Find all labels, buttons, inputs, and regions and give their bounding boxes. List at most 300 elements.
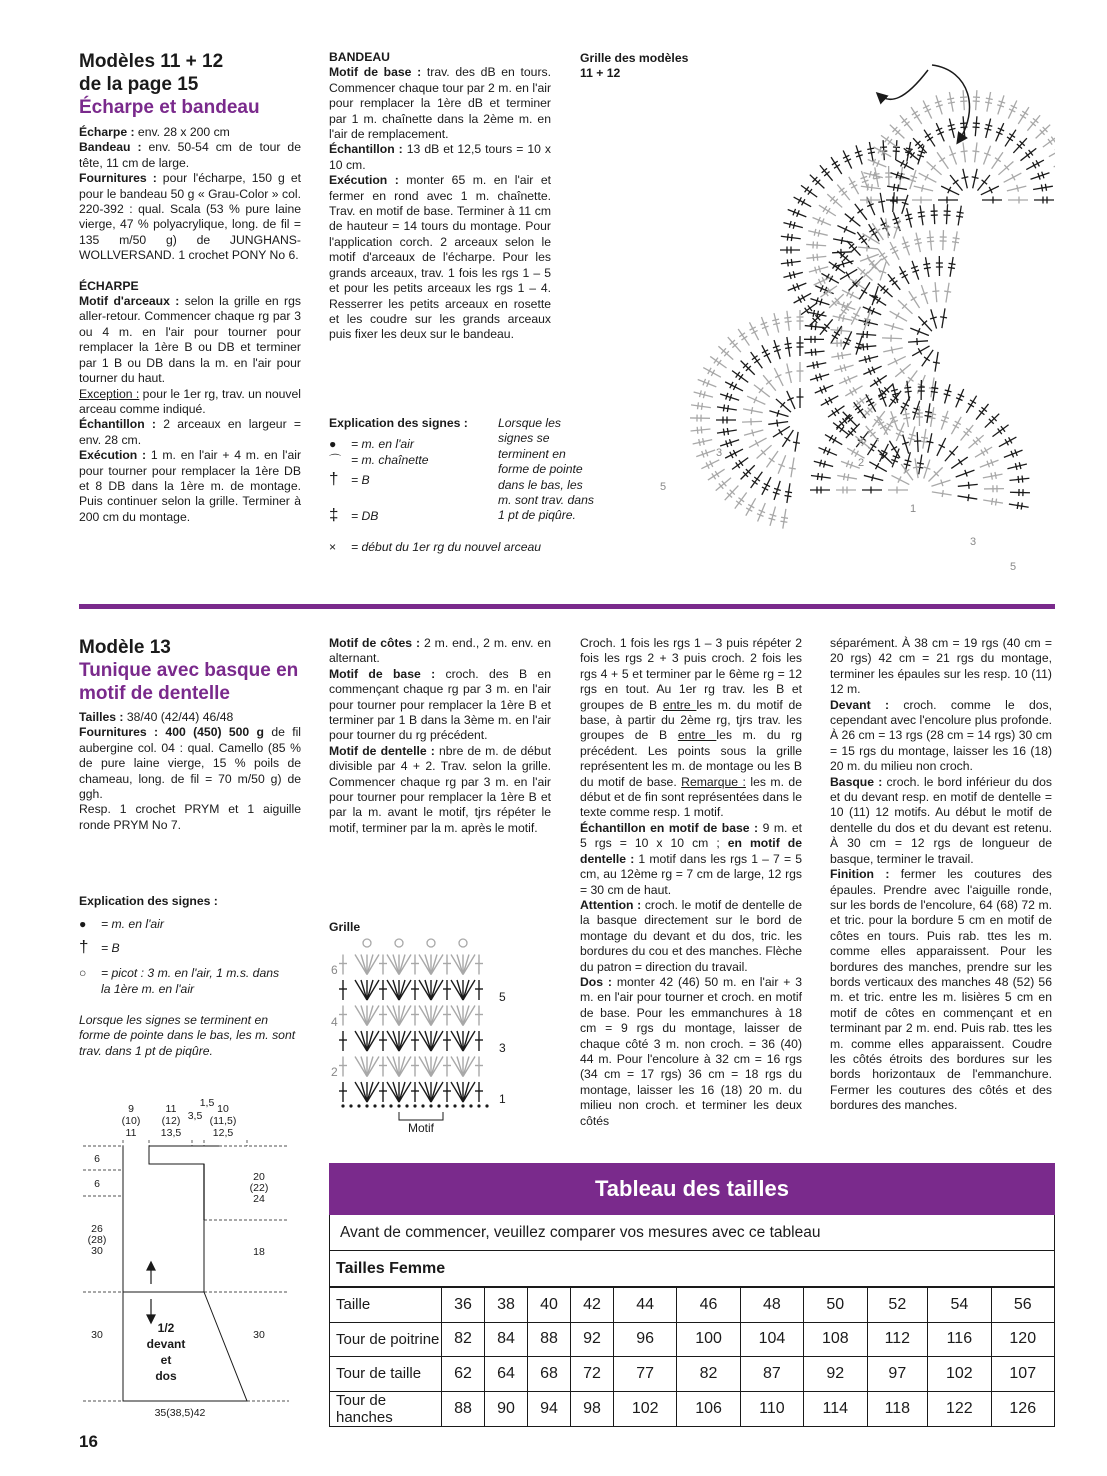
stitch-mark [943, 230, 944, 250]
stitch-crossbar [698, 402, 699, 409]
stitch-crossbar [793, 222, 795, 229]
table-cell: 68 [528, 1357, 571, 1392]
model-13-section [79, 636, 301, 833]
stitch-crossbar [1048, 139, 1052, 145]
stitch-mark [742, 421, 762, 422]
stitch-mark [946, 283, 949, 303]
fan-stitch [431, 1006, 437, 1026]
stitch-crossbar [727, 428, 728, 435]
stitch-crossbar [869, 171, 871, 178]
stitch-crossbar [867, 343, 868, 350]
stitch-crossbar [855, 406, 861, 410]
fan-stitch [399, 1057, 411, 1077]
stitch-crossbar [752, 480, 758, 484]
fan-stitch [419, 1057, 431, 1077]
svg-text:35(38,5)42: 35(38,5)42 [154, 1407, 206, 1419]
row-label: 3 [970, 536, 977, 548]
treble-icon: † [329, 469, 339, 489]
stitch-crossbar [813, 362, 814, 369]
fan-stitch [361, 955, 367, 975]
stitch-mark [976, 90, 977, 110]
stitch-crossbar [924, 267, 931, 268]
svg-text:9: 9 [128, 1103, 134, 1115]
table-cell: 90 [485, 1391, 528, 1426]
table-cell: 82 [677, 1357, 740, 1392]
fan-stitch [367, 1031, 379, 1051]
stitch-crossbar [785, 371, 792, 373]
stitch-mark [922, 350, 933, 366]
stitch-crossbar [813, 310, 814, 317]
stitch-crossbar [906, 148, 913, 149]
stitch-mark [878, 249, 889, 266]
garment-schematic [79, 1094, 301, 1424]
stitch-crossbar [723, 429, 724, 436]
svg-text:(22): (22) [249, 1182, 269, 1194]
stitch-crossbar [793, 442, 800, 443]
legend-air: ● = m. en l'air [329, 437, 414, 452]
fan-stitch [451, 1031, 463, 1051]
fan-stitch [463, 980, 475, 1000]
chain-dot [349, 1104, 352, 1107]
size-table [329, 1163, 1055, 1427]
stitch-mark [916, 233, 920, 253]
fan-stitch [399, 955, 411, 975]
stitch-mark [987, 92, 991, 112]
stitch-crossbar [879, 253, 885, 257]
stitch-mark [935, 352, 938, 372]
stitch-mark [691, 429, 711, 431]
stitch-crossbar [949, 128, 956, 130]
table-cell: 92 [804, 1357, 867, 1392]
stitch-mark [831, 157, 842, 174]
fan-stitch [387, 1082, 399, 1102]
chain-dot [389, 1104, 392, 1107]
stitch-crossbar [781, 517, 788, 518]
stitch-crossbar [835, 408, 839, 414]
stitch-mark [949, 92, 953, 112]
stitch-crossbar [717, 360, 721, 366]
stitch-crossbar [752, 356, 758, 360]
table-cell: 116 [928, 1322, 991, 1357]
stitch-crossbar [972, 177, 979, 179]
row-label: Taille [330, 1288, 442, 1323]
stitch-mark [920, 205, 923, 225]
svg-text:6: 6 [94, 1153, 100, 1165]
stitch-crossbar [723, 404, 724, 411]
stitch-crossbar [873, 172, 875, 179]
chain-dot [437, 1104, 440, 1107]
row-label: 2 [858, 457, 865, 469]
stitch-crossbar [815, 267, 817, 274]
stitch-crossbar [752, 429, 754, 436]
stitch-mark [1009, 504, 1029, 507]
stitch-crossbar [863, 331, 864, 338]
picot-icon: ○ [79, 966, 87, 981]
stitch-mark [963, 169, 967, 188]
stitch-mark [819, 205, 836, 216]
stitch-mark [951, 457, 967, 468]
stitch-crossbar [925, 412, 932, 413]
stitch-crossbar [819, 266, 821, 273]
stitch-mark [833, 316, 853, 320]
stitch-crossbar [817, 254, 818, 261]
fan-stitch [399, 1057, 405, 1077]
fan-stitch [451, 980, 463, 1000]
fan-stitch [367, 955, 379, 975]
fan-stitch [399, 955, 405, 975]
dot-icon: ● [79, 917, 87, 932]
svg-text:6: 6 [94, 1178, 100, 1190]
fan-stitch [419, 1006, 431, 1026]
svg-text:11: 11 [125, 1127, 137, 1139]
stitch-mark [963, 90, 964, 110]
stitch-crossbar [1015, 463, 1017, 470]
stitch-crossbar [942, 490, 943, 497]
double-treble-icon: ‡ [329, 504, 339, 524]
fan-stitch [355, 1057, 367, 1077]
table-cell: 72 [571, 1357, 614, 1392]
stitch-mark [870, 375, 887, 386]
chain-dot [485, 1104, 488, 1107]
stitch-crossbar [952, 242, 959, 243]
legend-db: ‡ = DB [329, 504, 379, 524]
stitch-crossbar [703, 391, 705, 398]
table-cell: 64 [485, 1357, 528, 1392]
stitch-crossbar [769, 458, 775, 462]
svg-text:(12): (12) [161, 1115, 181, 1127]
stitch-mark [795, 432, 798, 452]
fan-stitch [431, 1082, 443, 1102]
stitch-mark [908, 341, 928, 342]
stitch-crossbar [832, 335, 838, 339]
fan-stitch [399, 1031, 405, 1051]
size-table-grid [329, 1287, 1055, 1427]
arch-chart-diagram [640, 50, 1055, 580]
stitch-crossbar [823, 206, 827, 212]
table-cell: 100 [677, 1322, 740, 1357]
table-cell: 92 [571, 1322, 614, 1357]
stitch-mark [1049, 147, 1055, 157]
chain-dot [405, 1104, 408, 1107]
stitch-crossbar [891, 389, 898, 391]
fan-stitch [387, 1031, 399, 1051]
fan-stitch [457, 1082, 463, 1102]
stitch-crossbar [739, 460, 743, 466]
fan-stitch [419, 955, 431, 975]
stitch-mark [1018, 107, 1029, 124]
stitch-crossbar [787, 259, 788, 266]
stitch-mark [954, 231, 957, 251]
fan-stitch [367, 1057, 373, 1077]
fan-stitch [463, 1006, 469, 1026]
stitch-mark [869, 142, 873, 162]
stitch-crossbar [1021, 503, 1022, 510]
stitch-crossbar [908, 377, 914, 381]
stitch-mark [708, 469, 725, 480]
stitch-crossbar [873, 178, 880, 179]
stitch-crossbar [927, 441, 934, 442]
stitch-crossbar [949, 263, 956, 264]
stitch-crossbar [789, 468, 796, 469]
table-cell: 42 [571, 1288, 614, 1323]
stitch-mark [746, 498, 756, 515]
fan-stitch [393, 955, 399, 975]
stitch-crossbar [843, 315, 845, 322]
stitch-mark [946, 204, 947, 224]
svg-text:6: 6 [331, 963, 338, 977]
stitch-mark [849, 177, 859, 194]
stitch-mark [890, 311, 907, 321]
stitch-crossbar [791, 234, 792, 241]
page-number: 16 [79, 1432, 98, 1451]
stitch-crossbar [714, 358, 718, 364]
stitch-crossbar [948, 124, 955, 126]
svg-text:(28): (28) [87, 1234, 107, 1246]
stitch-mark [743, 409, 763, 413]
stitch-mark [1010, 492, 1030, 493]
stitch-mark [895, 364, 910, 377]
stitch-crossbar [815, 349, 816, 356]
stitch-crossbar [961, 151, 968, 152]
stitch-mark [880, 193, 883, 213]
stitch-crossbar [754, 359, 760, 363]
svg-text:20: 20 [253, 1171, 265, 1183]
stitch-crossbar [832, 410, 836, 416]
stitch-crossbar [867, 184, 868, 191]
stitch-crossbar [958, 459, 962, 465]
table-cell: 102 [614, 1391, 677, 1426]
stitch-mark [950, 175, 962, 191]
stitch-crossbar [925, 134, 931, 138]
stitch-crossbar [805, 187, 809, 193]
chain-dot [413, 1104, 416, 1107]
stitch-crossbar [1022, 476, 1023, 483]
table-row [330, 1391, 1055, 1426]
stitch-crossbar [998, 428, 1002, 434]
stitch-crossbar [808, 189, 812, 195]
svg-text:devant: devant [146, 1337, 186, 1351]
stitch-crossbar [863, 344, 864, 351]
stitch-mark [776, 399, 791, 412]
fan-stitch [399, 1006, 405, 1026]
fan-stitch [431, 955, 437, 975]
stitch-crossbar [784, 496, 791, 497]
stitch-mark [763, 375, 776, 390]
stitch-mark [975, 447, 992, 457]
fan-stitch [463, 1057, 475, 1077]
stitch-mark [977, 175, 989, 191]
table-cell: 54 [928, 1288, 991, 1323]
stitch-mark [919, 455, 922, 475]
stitch-crossbar [773, 323, 780, 325]
stitch-crossbar [960, 123, 967, 124]
stitch-crossbar [789, 272, 791, 279]
stitch-crossbar [944, 394, 951, 396]
stitch-mark [1009, 478, 1029, 480]
stitch-mark [882, 338, 902, 339]
stitch-crossbar [933, 362, 940, 363]
table-cell: 97 [867, 1357, 928, 1392]
column-3-text: Croch. 1 fois les rgs 1 – 3 puis répéter 2 fois les rgs 2 + 3 puis croch. 2 fois les rgs 4 + 5 et terminer par le 6ème rg = 12 rgs en tout. Au 1er rg trav. les B et groupes de B entre les m. du motif de base, à partir du 2ème rg, tjrs trav. les groupes de B entre les m. du rg précédent. Les points sous la grille représentent les m. de montage ou les B du motif de base. Remarque : les m. de début et de fin sont représentées dans le texte comme resp. 1 motif. Échantillon en motif de base : 9 m. et 5 rgs = 10 x 10 cm ; en motif de dentelle : 1 motif dans les rgs 1 – 7 = 5 cm, au 12ème rg = 7 cm de large, 12 rgs = 30 cm de haut. Attention : croch. le motif de dentelle de la basque directement sur le bord de montage du devant et du dos, tric. les bordures du cou et des manches. Flèche du patron = direction du travail. Dos : monter 42 (46) 50 m. en l'air + 3 m. en l'air pour tourner et croch. en motif de base. Pour les emmanchures à 18 cm = 9 rgs du montage, laisser de chaque côté 3 m. non croch. = 36 (40) 44 m. Pour l'encolure à 32 cm = 16 rgs (34 cm = 17 rgs) 36 cm = 18 rgs du montage, laisser les 16 (18) 20 m. du milieu non croch. et terminer les deux côtés [580, 636, 803, 1128]
stitch-crossbar [785, 492, 792, 493]
stitch-crossbar [736, 501, 742, 505]
table-row [330, 1357, 1055, 1392]
stitch-mark [887, 186, 907, 189]
stitch-mark [932, 492, 952, 495]
stitch-crossbar [736, 372, 740, 378]
stitch-crossbar [821, 474, 822, 481]
fan-stitch [457, 980, 463, 1000]
stitch-crossbar [948, 102, 955, 103]
stitch-crossbar [754, 477, 760, 481]
stitch-mark [924, 130, 935, 147]
chain-dot [461, 1104, 464, 1107]
fan-stitch [463, 955, 475, 975]
grid-title: Grille des modèles 11 + 12 [580, 51, 689, 80]
fan-stitch [457, 1057, 463, 1077]
stitch-crossbar [956, 216, 963, 217]
stitch-crossbar [841, 237, 842, 244]
stitch-crossbar [927, 241, 934, 242]
stitch-mark [998, 162, 1013, 175]
fan-stitch [419, 1031, 431, 1051]
stitch-mark [831, 354, 851, 357]
stitch-crossbar [906, 218, 913, 220]
fan-stitch [463, 980, 469, 1000]
stitch-mark [928, 467, 942, 481]
table-cell: 48 [740, 1288, 803, 1323]
stitch-mark [738, 329, 749, 346]
chain-dot [381, 1104, 384, 1107]
stitch-mark [872, 223, 883, 240]
fan-stitch [463, 1006, 475, 1026]
stitch-mark [951, 417, 961, 434]
legend-picot: ○ = picot : 3 m. en l'air, 1 m.s. dans la 1ère m. en l'air [79, 966, 280, 996]
legend-note: Lorsque les signes se terminent en forme de pointe dans le bas, les m. sont trav. dans 1 pt de piqûre. [79, 1013, 296, 1058]
stitch-crossbar [815, 323, 816, 330]
stitch-crossbar [891, 447, 897, 451]
stitch-crossbar [751, 407, 752, 414]
stitch-mark [837, 475, 857, 478]
svg-text:et: et [160, 1353, 172, 1367]
stitch-mark [754, 385, 770, 397]
stitch-mark [937, 152, 948, 168]
stitch-mark [787, 311, 789, 331]
stitch-crossbar [921, 437, 928, 438]
chain-dot [421, 1104, 424, 1107]
stitch-mark [766, 451, 778, 467]
stitch-crossbar [813, 254, 814, 261]
table-cell: 108 [804, 1322, 867, 1357]
fan-stitch [367, 1006, 379, 1026]
stitch-crossbar [891, 347, 892, 354]
fan-stitch [451, 1057, 463, 1077]
fan-stitch [431, 980, 443, 1000]
stitch-crossbar [892, 323, 894, 330]
fan-stitch [367, 955, 373, 975]
svg-text:26: 26 [91, 1223, 103, 1235]
stitch-crossbar [912, 111, 918, 115]
stitch-crossbar [867, 244, 868, 251]
stitch-crossbar [779, 429, 783, 435]
fan-stitch [361, 1057, 367, 1077]
stitch-mark [992, 152, 1003, 168]
table-cell: 96 [614, 1322, 677, 1357]
stitch-mark [983, 474, 1003, 478]
table-cell: 62 [442, 1357, 485, 1392]
stitch-mark [925, 257, 928, 277]
chain-dot [453, 1104, 456, 1107]
stitch-crossbar [914, 239, 921, 241]
legend-air: ● = m. en l'air [79, 917, 164, 932]
stitch-crossbar [905, 214, 912, 216]
stitch-crossbar [814, 229, 816, 236]
stitch-mark [935, 282, 937, 302]
svg-text:4: 4 [331, 1015, 338, 1029]
treble-icon: † [79, 936, 89, 956]
section-subtitle-line2: motif de dentelle [79, 683, 230, 704]
stitch-crossbar [929, 413, 936, 414]
stitch-crossbar [1001, 426, 1005, 432]
stitch-mark [983, 500, 1003, 503]
stitch-crossbar [927, 137, 933, 141]
table-cell: 114 [804, 1391, 867, 1426]
table-cell: 50 [804, 1288, 867, 1323]
stitch-crossbar [985, 102, 992, 103]
table-cell: 88 [442, 1391, 485, 1426]
fan-stitch [393, 1031, 399, 1051]
stitch-crossbar [872, 474, 874, 481]
fan-stitch [419, 980, 431, 1000]
fan-stitch [355, 1082, 367, 1102]
stitch-mark [768, 422, 788, 425]
section-body: Écharpe : env. 28 x 200 cm Bandeau : env. 50-54 cm de tour de tête, 11 cm de large. Fournitures : pour l'écharpe, 150 g et pour le bandeau 50 g « Grau-Color » col. 220-392 : qual. Scala (53 % pure laine vierge, 47 % polyacrylique, long. de fil = 135 m/50 g) de JUNGHANS-WOLLVERSAND. 1 crochet PONY No 6. ÉCHARPE Motif d'arceaux : selon la grille en rgs aller-retour. Commencer chaque rg par 3 ou 4 m. en l'air pour tourner pour remplacer la 1ère B ou DB et terminer par 1 B ou DB dans la m. en l'air pour tourner du haut. Exception : pour le 1er rg, trav. un nouvel arceau comme indiqué. Échantillon : 2 arceaux en largeur = env. 28 cm. Exécution : 1 m. en l'air + 4 m. en l'air pour tourner pour remplacer la 1ère DB et 8 DB dans la 1ère m. de montage. Puis continuer selon la grille. Terminer à 200 cm du montage. [79, 125, 302, 524]
fan-stitch [463, 1031, 469, 1051]
svg-text:(10): (10) [121, 1115, 141, 1127]
stitch-mark [973, 169, 977, 188]
stitch-crossbar [904, 469, 910, 473]
stitch-crossbar [784, 317, 791, 318]
stitch-mark [828, 406, 844, 417]
stitch-crossbar [841, 309, 847, 313]
legend-chain: ⌒ = m. chaînette [329, 452, 429, 467]
stitch-crossbar [992, 498, 993, 505]
stitch-crossbar [947, 98, 954, 99]
stitch-crossbar [948, 267, 955, 268]
fan-stitch [419, 1082, 431, 1102]
stitch-mark [856, 334, 876, 335]
size-table-section: Tailles Femme [329, 1251, 1055, 1287]
fan-stitch [399, 1031, 411, 1051]
stitch-mark [950, 257, 953, 277]
row-label: Tour de hanches [330, 1391, 442, 1426]
fan-stitch [425, 1057, 431, 1077]
fan-stitch [463, 1082, 475, 1102]
svg-text:1/2: 1/2 [157, 1321, 175, 1335]
fan-stitch [425, 980, 431, 1000]
stitch-crossbar [838, 353, 839, 360]
table-cell: 36 [442, 1288, 485, 1323]
stitch-crossbar [697, 427, 698, 434]
stitch-crossbar [868, 355, 870, 362]
picot-mark [459, 939, 467, 947]
svg-text:2: 2 [331, 1065, 338, 1079]
fan-stitch [457, 1006, 463, 1026]
section-title: Modèles 11 + 12 [79, 51, 224, 72]
stitch-crossbar [820, 460, 822, 467]
fan-stitch [431, 1057, 437, 1077]
fan-stitch [451, 955, 463, 975]
